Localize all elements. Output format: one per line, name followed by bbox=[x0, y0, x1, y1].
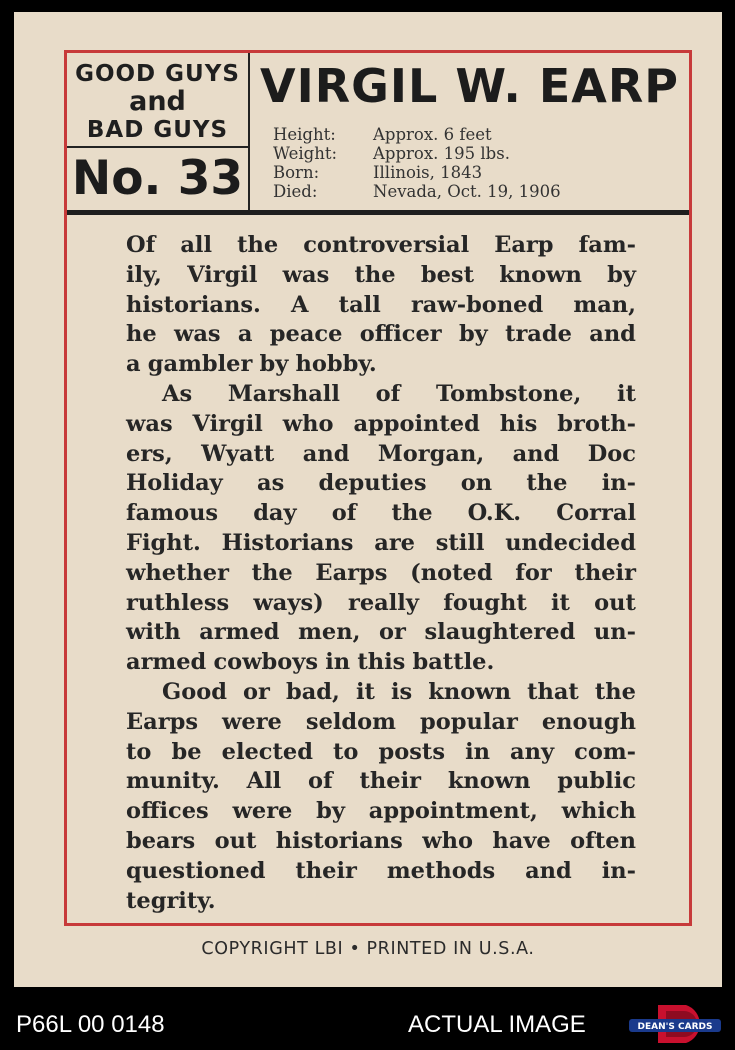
body-word: un- bbox=[593, 619, 636, 646]
body-word: by bbox=[316, 798, 345, 825]
body-word: fam- bbox=[578, 232, 636, 258]
body-word: by bbox=[259, 351, 289, 378]
body-word: Virgil bbox=[187, 261, 258, 288]
body-word: with bbox=[126, 619, 181, 646]
body-word: deputies bbox=[318, 470, 427, 497]
stat-value: Nevada, Oct. 19, 1906 bbox=[373, 182, 561, 201]
body-word: posts bbox=[378, 738, 445, 765]
body-word: officer bbox=[359, 321, 442, 348]
body-line bbox=[126, 410, 636, 440]
body-word: this bbox=[357, 649, 406, 676]
body-line bbox=[126, 231, 636, 261]
body-word: man, bbox=[573, 291, 636, 318]
body-line bbox=[126, 648, 636, 678]
body-word: are bbox=[374, 529, 415, 556]
body-word: were bbox=[232, 798, 293, 825]
body-word: armed bbox=[199, 619, 280, 646]
body-word: armed bbox=[126, 649, 207, 676]
body-word: munity. bbox=[126, 768, 220, 795]
body-word: out bbox=[594, 589, 636, 616]
body-word: in bbox=[325, 649, 351, 676]
stat-row-weight bbox=[273, 144, 673, 163]
body-line bbox=[126, 767, 636, 797]
deans-cards-logo bbox=[628, 1003, 722, 1045]
body-word: fought bbox=[443, 589, 527, 616]
body-word: ers, bbox=[126, 440, 173, 467]
body-word: historians. bbox=[126, 291, 261, 318]
body-word: still bbox=[435, 529, 485, 556]
body-word: methods bbox=[386, 857, 496, 884]
body-line bbox=[126, 529, 636, 559]
body-word: were bbox=[222, 708, 282, 735]
body-word: have bbox=[492, 827, 551, 854]
body-word: whether bbox=[126, 559, 229, 586]
body-word: was bbox=[282, 261, 330, 288]
body-word: Historians bbox=[221, 529, 354, 556]
body-word: appointed bbox=[353, 410, 480, 437]
body-word: that bbox=[527, 678, 579, 705]
biography-text bbox=[126, 231, 636, 916]
body-word: cowboys bbox=[213, 649, 319, 676]
stat-value: Approx. 195 lbs. bbox=[373, 144, 510, 163]
body-line bbox=[126, 857, 636, 887]
body-line bbox=[126, 320, 636, 350]
body-word: public bbox=[557, 768, 636, 795]
body-word: known bbox=[428, 678, 511, 705]
body-word: enough bbox=[541, 708, 636, 735]
body-line bbox=[126, 499, 636, 529]
body-word: or bbox=[379, 619, 406, 646]
body-line bbox=[126, 261, 636, 291]
body-word: all bbox=[180, 232, 213, 258]
player-name: VIRGIL W. EARP bbox=[260, 59, 679, 113]
stat-row-height bbox=[273, 125, 673, 144]
body-word: the bbox=[354, 261, 396, 288]
body-word: a bbox=[126, 351, 141, 378]
body-word: known bbox=[499, 261, 582, 288]
body-word: who bbox=[282, 410, 334, 437]
series-line-3: BAD GUYS bbox=[86, 117, 229, 143]
body-word: the bbox=[237, 232, 279, 258]
body-word: ways) bbox=[253, 589, 324, 616]
body-word: men, bbox=[298, 619, 361, 646]
body-word: be bbox=[171, 738, 202, 765]
body-word: Holiday bbox=[126, 470, 223, 497]
body-word: often bbox=[570, 827, 636, 854]
body-word: battle. bbox=[412, 649, 495, 676]
body-word: it bbox=[617, 380, 636, 407]
body-word: A bbox=[291, 291, 309, 318]
body-line bbox=[126, 291, 636, 321]
body-word: All bbox=[246, 768, 282, 795]
body-word: com- bbox=[574, 738, 636, 765]
body-word: Good bbox=[162, 678, 227, 705]
body-word: tegrity. bbox=[126, 887, 216, 914]
body-word: hobby. bbox=[295, 351, 377, 378]
body-word: appointment, bbox=[368, 798, 538, 825]
body-word: of bbox=[308, 768, 333, 795]
body-line bbox=[126, 440, 636, 470]
body-word: As bbox=[162, 380, 193, 407]
body-word: offices bbox=[126, 798, 209, 825]
body-word: broth- bbox=[557, 410, 636, 437]
body-word: the bbox=[391, 500, 433, 527]
body-word: trade bbox=[505, 321, 572, 348]
body-word: questioned bbox=[126, 857, 266, 884]
body-word: their bbox=[359, 768, 421, 795]
trading-card-back bbox=[14, 12, 722, 987]
body-word: day bbox=[253, 500, 297, 527]
body-word: it bbox=[355, 678, 375, 705]
body-word: bad, bbox=[286, 678, 340, 705]
body-line bbox=[126, 827, 636, 857]
body-word: to bbox=[333, 738, 359, 765]
body-word: really bbox=[348, 589, 419, 616]
stat-label: Born: bbox=[273, 163, 320, 182]
body-word: Earp bbox=[494, 232, 554, 258]
body-word: famous bbox=[126, 500, 219, 527]
body-word: Virgil bbox=[192, 410, 263, 437]
body-word: who bbox=[422, 827, 473, 854]
body-line bbox=[126, 589, 636, 619]
body-word: by bbox=[458, 321, 488, 348]
body-word: as bbox=[256, 470, 285, 497]
series-line-1: GOOD GUYS bbox=[75, 61, 240, 87]
body-word: he bbox=[126, 321, 157, 348]
body-word: seldom bbox=[305, 708, 396, 735]
stat-row-died bbox=[273, 182, 673, 201]
body-line bbox=[126, 738, 636, 768]
body-word: raw-boned bbox=[410, 291, 544, 318]
body-line bbox=[126, 380, 636, 410]
body-line bbox=[126, 797, 636, 827]
body-word: by bbox=[607, 261, 636, 288]
body-word: Morgan, bbox=[377, 440, 485, 467]
body-word: in- bbox=[601, 470, 636, 497]
body-line bbox=[126, 678, 636, 708]
copyright-line: COPYRIGHT LBI • PRINTED IN U.S.A. bbox=[201, 939, 535, 959]
body-line bbox=[126, 708, 636, 738]
body-word: popular bbox=[420, 708, 518, 735]
body-word: Doc bbox=[587, 440, 636, 467]
body-word: which bbox=[561, 798, 636, 825]
body-word: or bbox=[243, 678, 270, 705]
body-word: the bbox=[251, 559, 293, 586]
body-word: ruthless bbox=[126, 589, 230, 616]
body-word: Marshall bbox=[227, 380, 340, 407]
stat-label: Died: bbox=[273, 182, 318, 201]
body-word: Fight. bbox=[126, 529, 201, 556]
body-word: slaughtered bbox=[424, 619, 576, 646]
body-word: was bbox=[173, 321, 221, 348]
logo-text: DEAN'S CARDS bbox=[637, 1022, 713, 1032]
stat-value: Approx. 6 feet bbox=[373, 125, 492, 144]
body-word: of bbox=[375, 380, 401, 407]
actual-image-label: ACTUAL IMAGE bbox=[408, 1011, 586, 1038]
card-header bbox=[67, 53, 689, 211]
series-line-2: and bbox=[129, 86, 186, 117]
body-word: historians bbox=[275, 827, 403, 854]
body-word: controversial bbox=[303, 232, 470, 258]
body-word: tall bbox=[338, 291, 381, 318]
body-word: in bbox=[465, 738, 490, 765]
body-word: of bbox=[331, 500, 357, 527]
body-word: out bbox=[214, 827, 257, 854]
body-word: and bbox=[302, 440, 350, 467]
body-word: and bbox=[525, 857, 572, 884]
body-word: known bbox=[447, 768, 531, 795]
body-word: Tombstone, bbox=[436, 380, 582, 407]
body-word: O.K. bbox=[467, 500, 522, 527]
body-line bbox=[126, 469, 636, 499]
body-word: and bbox=[589, 321, 636, 348]
vital-stats bbox=[273, 125, 673, 201]
body-word: best bbox=[420, 261, 474, 288]
body-line bbox=[126, 350, 636, 380]
body-word: their bbox=[574, 559, 636, 586]
body-word: Earps bbox=[126, 708, 198, 735]
header-bottom-rule bbox=[67, 210, 689, 215]
body-word: the bbox=[594, 678, 636, 705]
body-word: Corral bbox=[556, 500, 636, 527]
body-word: Of bbox=[126, 232, 156, 258]
body-word: on bbox=[460, 470, 493, 497]
body-word: peace bbox=[269, 321, 343, 348]
body-word: ily, bbox=[126, 261, 162, 288]
stat-label: Height: bbox=[273, 125, 336, 144]
body-word: Earps bbox=[315, 559, 388, 586]
body-word: is bbox=[391, 678, 413, 705]
body-line bbox=[126, 887, 636, 917]
body-word: his bbox=[499, 410, 538, 437]
red-border-frame bbox=[64, 50, 692, 926]
body-word: undecided bbox=[505, 529, 636, 556]
card-number: No. 33 bbox=[71, 151, 244, 206]
body-word: the bbox=[526, 470, 568, 497]
series-title bbox=[67, 60, 248, 144]
body-word: their bbox=[295, 857, 357, 884]
body-line bbox=[126, 559, 636, 589]
body-word: (noted bbox=[410, 559, 493, 586]
stat-label: Weight: bbox=[273, 144, 338, 163]
body-word: a bbox=[237, 321, 253, 348]
body-word: bears bbox=[126, 827, 196, 854]
body-word: in- bbox=[601, 857, 636, 884]
body-word: Wyatt bbox=[201, 440, 275, 467]
body-word: it bbox=[550, 589, 570, 616]
body-word: any bbox=[510, 738, 555, 765]
body-word: gambler bbox=[147, 351, 253, 378]
stat-row-born bbox=[273, 163, 673, 182]
stat-value: Illinois, 1843 bbox=[373, 163, 483, 182]
body-line bbox=[126, 618, 636, 648]
body-word: for bbox=[515, 559, 552, 586]
body-word: to bbox=[126, 738, 152, 765]
body-word: was bbox=[126, 410, 173, 437]
body-word: elected bbox=[221, 738, 313, 765]
inventory-code: P66L 00 0148 bbox=[16, 1011, 165, 1038]
body-word: and bbox=[512, 440, 560, 467]
